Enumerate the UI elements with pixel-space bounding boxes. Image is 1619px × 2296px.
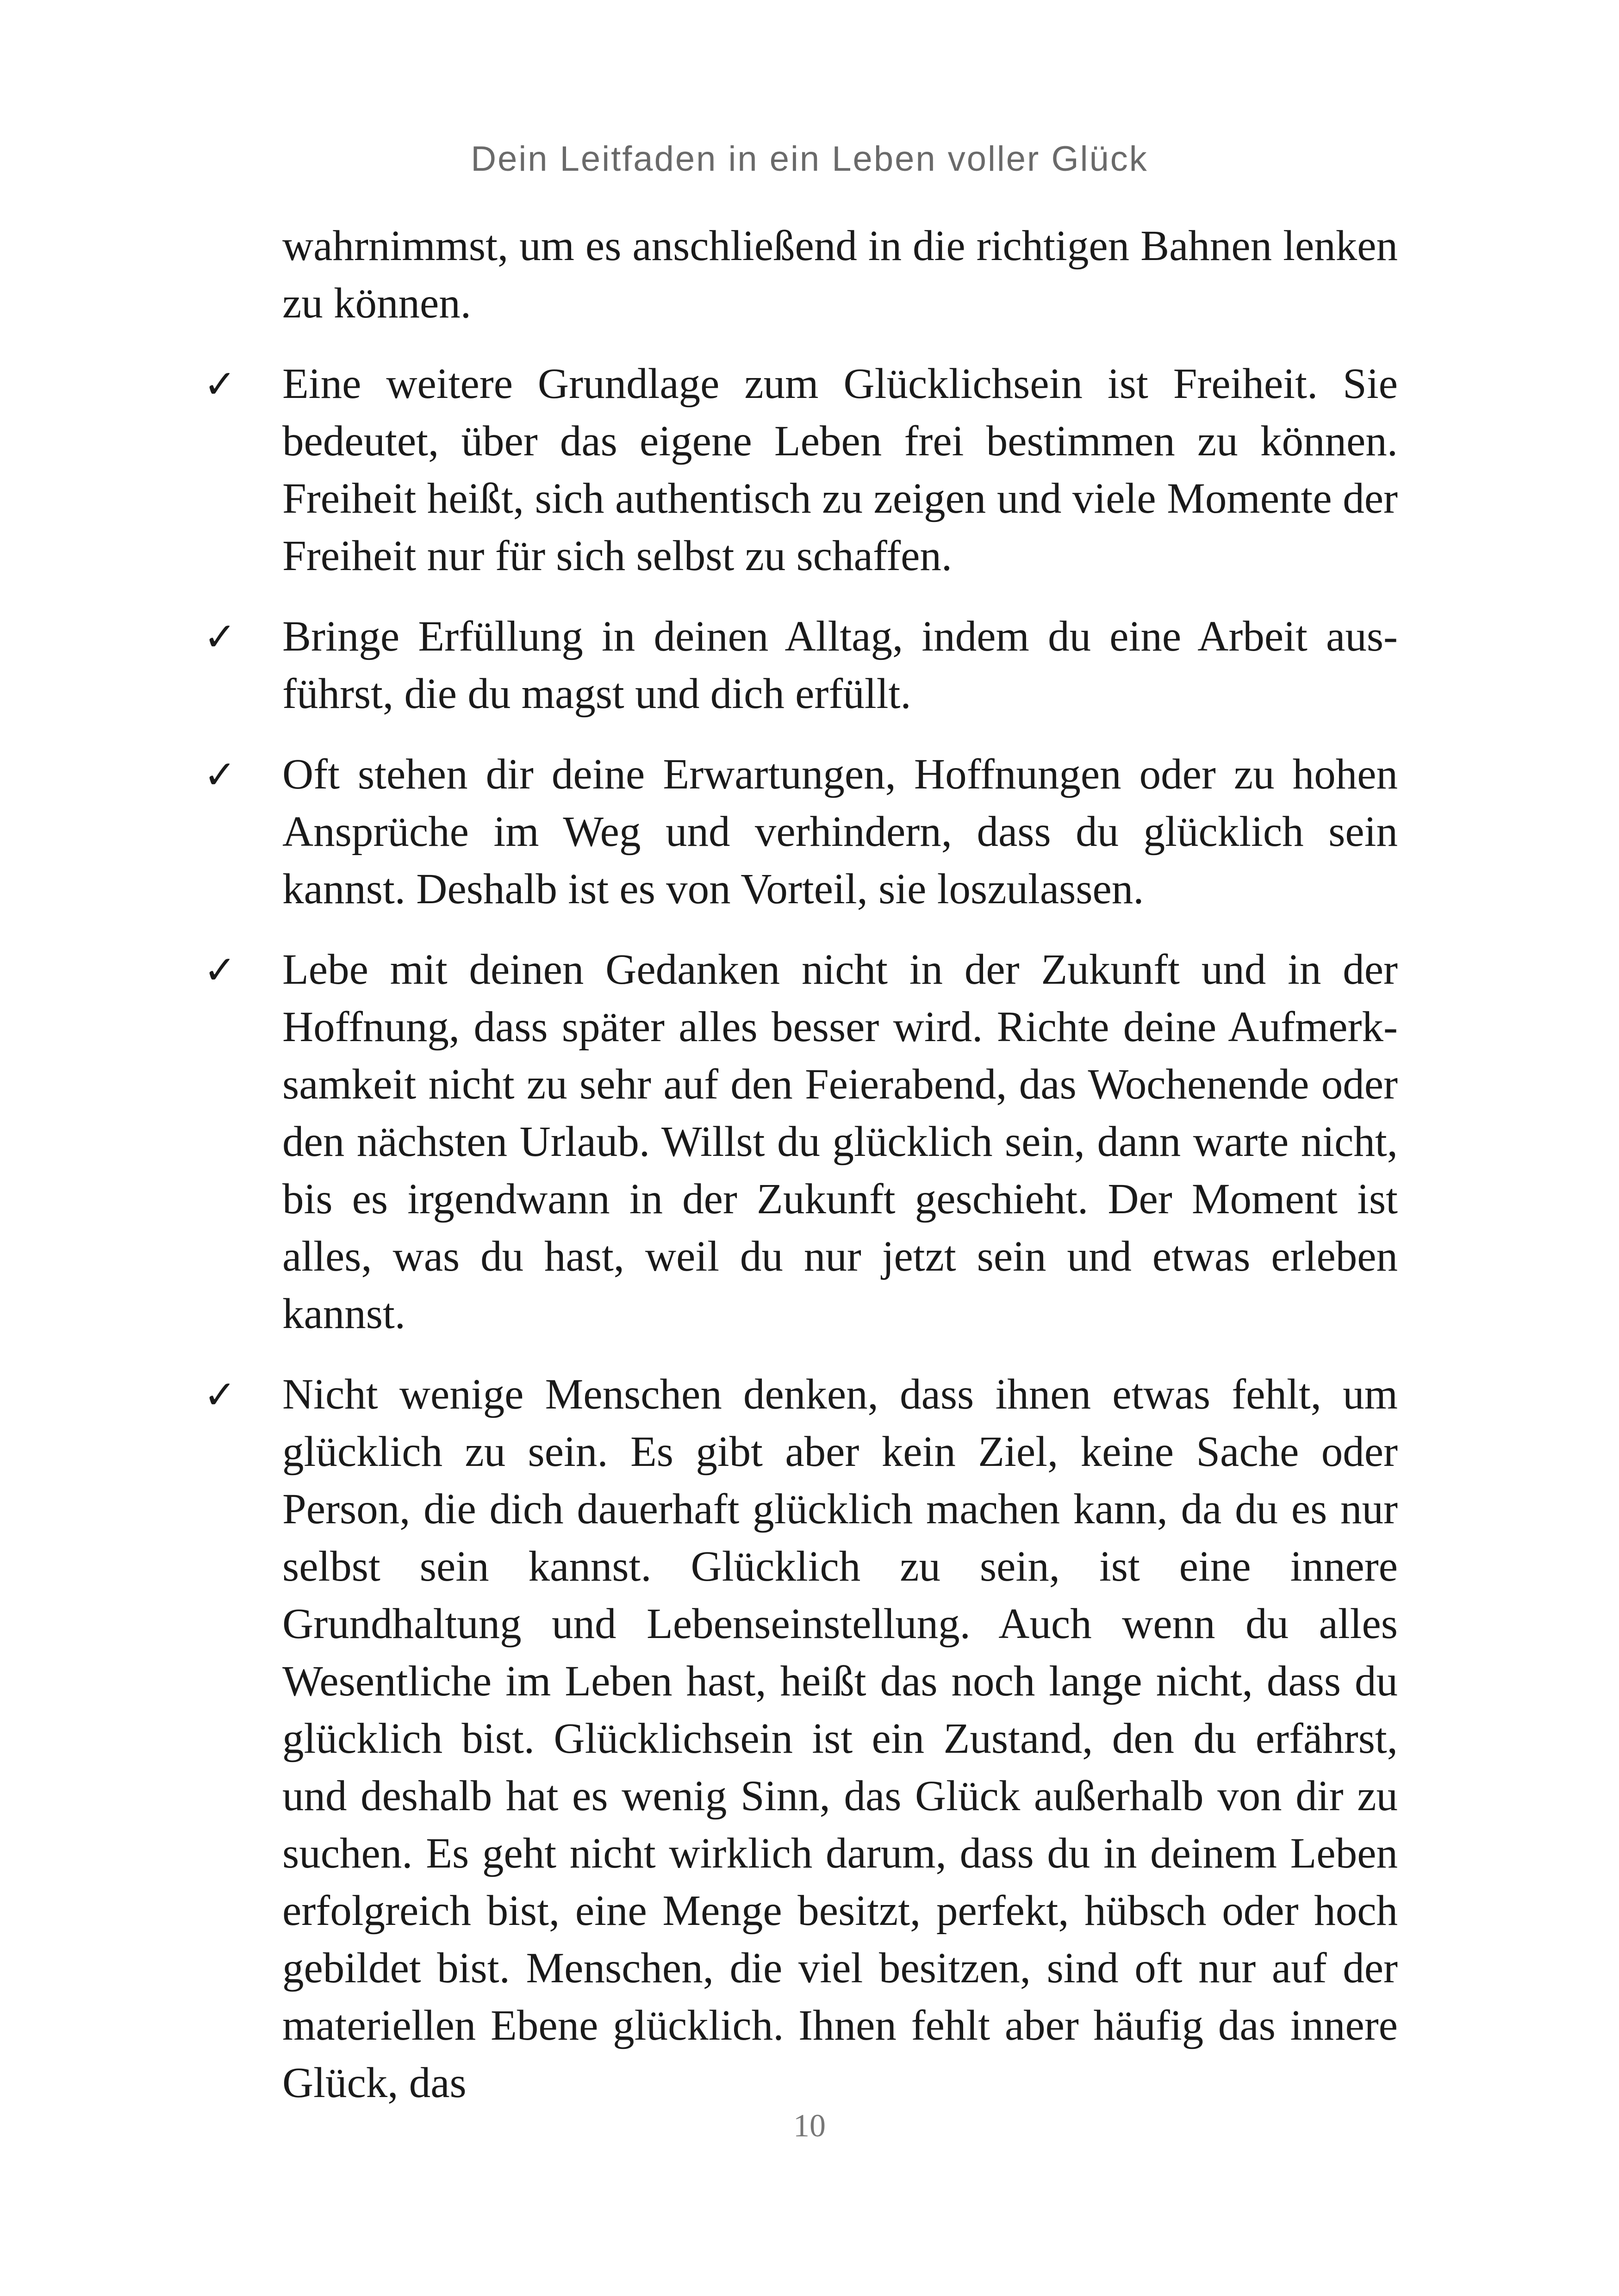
checklist-item bbox=[204, 941, 1398, 1343]
checklist-item-text: Nicht wenige Menschen denken, dass ihnen etwas fehlt, um glücklich zu sein. Es gibt aber kein Ziel, keine Sache oder Person, die dich dauerhaft glücklich machen kann, da du es nur selbst sein kannst. Glücklich zu sein, ist eine innere Grundhaltung und Lebenseinstellung. Auch wenn du alles Wesentliche im Leben hast, heißt das noch lange nicht, dass du glücklich bist. Glücklichsein ist ein Zustand, den du erfährst, und deshalb hat es wenig Sinn, das Glück außerhalb von dir zu suchen. Es geht nicht wirklich darum, dass du in deinem Leben erfolgreich bist, eine Menge besitzt, perfekt, hübsch oder hoch gebildet bist. Menschen, die viel besitzen, sind oft nur auf der materiellen Ebene glücklich. Ihnen fehlt aber häufig das innere Glück, das bbox=[282, 1371, 1398, 2107]
checklist-item-text: Bringe Erfüllung in deinen Alltag, indem du eine Arbeit aus-führst, die du magst und dich erfüllt. bbox=[282, 613, 1398, 718]
checkmark-icon: ✓ bbox=[204, 614, 237, 659]
checkmark-icon: ✓ bbox=[204, 1372, 237, 1417]
checklist-item bbox=[204, 1366, 1398, 2112]
page-number: 10 bbox=[793, 2108, 826, 2144]
checklist-item bbox=[204, 608, 1398, 723]
checklist bbox=[204, 355, 1398, 2112]
checklist-item-text: Lebe mit deinen Gedanken nicht in der Zukunft und in der Hoffnung, dass später alles besser wird. Richte deine Aufmerk-samkeit nicht zu sehr auf den Feierabend, das Wochenende oder den nächsten Urlaub. Willst du glücklich sein, dann warte nicht, bis es irgendwann in der Zukunft geschieht. Der Moment ist alles, was du hast, weil du nur jetzt sein und etwas erleben kannst. bbox=[282, 946, 1398, 1338]
checklist-item bbox=[204, 355, 1398, 585]
checklist-item-text: Oft stehen dir deine Erwartungen, Hoffnungen oder zu hohen Ansprüche im Weg und verhindern, dass du glücklich sein kannst. Deshalb ist es von Vorteil, sie loszulassen. bbox=[282, 751, 1398, 913]
running-header: Dein Leitfaden in ein Leben voller Glück bbox=[471, 139, 1148, 179]
checkmark-icon: ✓ bbox=[204, 947, 237, 993]
checklist-item bbox=[204, 746, 1398, 918]
page-body bbox=[204, 217, 1398, 2135]
checkmark-icon: ✓ bbox=[204, 361, 237, 407]
continued-paragraph: wahrnimmst, um es anschließend in die richtigen Bahnen lenken zu können. bbox=[282, 222, 1398, 327]
checkmark-icon: ✓ bbox=[204, 752, 237, 797]
checklist-item-text: Eine weitere Grundlage zum Glücklichsein ist Freiheit. Sie bedeutet, über das eigene Leben frei bestimmen zu können. Freiheit heißt, sich authentisch zu zeigen und viele Momente der Freiheit nur für sich selbst zu schaffen. bbox=[282, 360, 1398, 580]
